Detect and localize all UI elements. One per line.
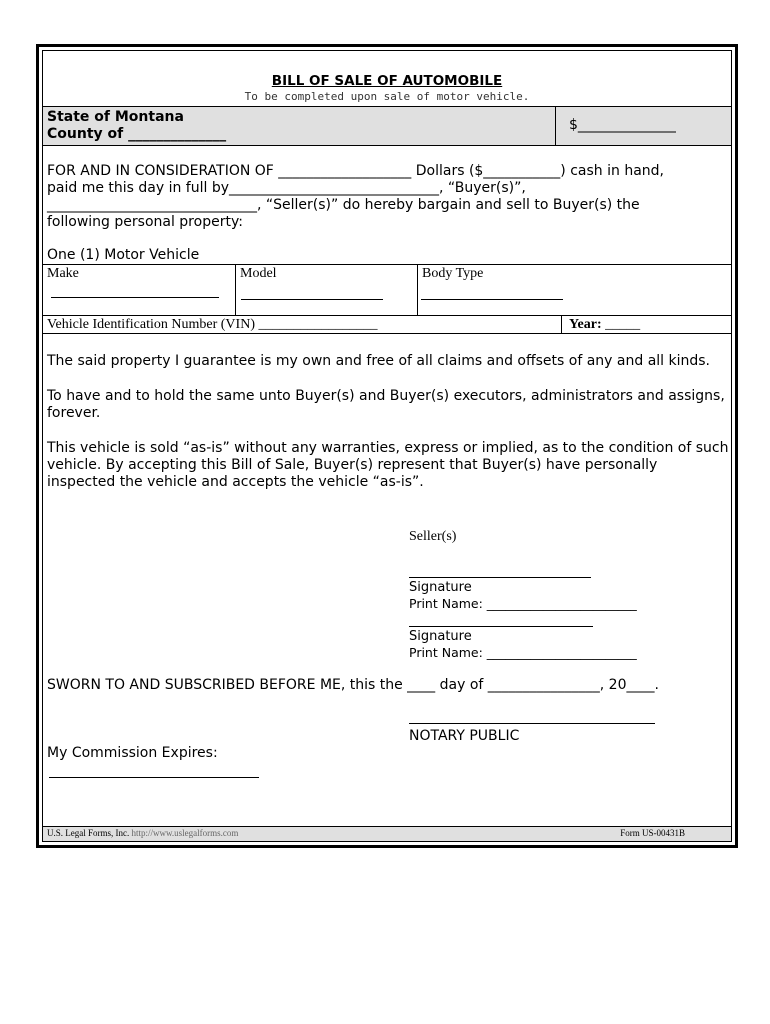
form-subtitle: To be completed upon sale of motor vehicle. bbox=[244, 90, 530, 103]
model-input-line[interactable] bbox=[241, 299, 383, 300]
vehicle-col-divider-2 bbox=[417, 264, 418, 315]
vin-row-bottom bbox=[43, 333, 731, 334]
footer-form-number: Form US-00431B bbox=[620, 828, 685, 838]
form-footer bbox=[43, 826, 731, 841]
make-input-line[interactable] bbox=[51, 297, 219, 298]
form-sheet bbox=[36, 44, 738, 848]
asis-text-line-1: This vehicle is sold “as-is” without any warranties, express or implied, as to the condition of such bbox=[47, 440, 729, 456]
county-field[interactable]: County of ______________ bbox=[47, 126, 227, 142]
footer-company-name: U.S. Legal Forms, Inc. bbox=[47, 828, 130, 838]
sworn-statement[interactable]: SWORN TO AND SUBSCRIBED BEFORE ME, this the ____ day of ________________, 20____. bbox=[47, 677, 659, 693]
year-label: Year: bbox=[569, 317, 602, 332]
state-bar-divider bbox=[555, 107, 556, 145]
form-title: BILL OF SALE OF AUTOMOBILE bbox=[271, 73, 503, 89]
year-blank[interactable]: _____ bbox=[605, 317, 641, 332]
notary-public-label: NOTARY PUBLIC bbox=[409, 728, 520, 744]
footer-company bbox=[47, 828, 238, 838]
guarantee-text: The said property I guarantee is my own and free of all claims and offsets of any and all kinds. bbox=[47, 353, 711, 369]
commission-expires-label: My Commission Expires: bbox=[47, 745, 218, 761]
consideration-line-4: following personal property: bbox=[47, 214, 243, 230]
year-field[interactable] bbox=[569, 317, 640, 333]
vehicle-heading: One (1) Motor Vehicle bbox=[47, 247, 200, 263]
signature-label-1: Signature bbox=[409, 580, 472, 595]
body-type-label: Body Type bbox=[422, 266, 484, 281]
body-type-input-line[interactable] bbox=[421, 299, 563, 300]
state-county-bar bbox=[43, 106, 731, 146]
vin-field[interactable]: Vehicle Identification Number (VIN) _________________ bbox=[47, 317, 378, 332]
vehicle-col-divider-1 bbox=[235, 264, 236, 315]
signature-label-2: Signature bbox=[409, 629, 472, 644]
form-inner-border bbox=[42, 50, 732, 842]
asis-text-line-3: inspected the vehicle and accepts the vehicle “as-is”. bbox=[47, 474, 424, 490]
print-name-field-1[interactable]: Print Name: ________________________ bbox=[409, 596, 637, 611]
print-name-field-2[interactable]: Print Name: ________________________ bbox=[409, 645, 637, 660]
model-label: Model bbox=[240, 266, 277, 281]
state-label: State of Montana bbox=[47, 109, 184, 125]
amount-field[interactable]: $______________ bbox=[569, 117, 676, 133]
vehicle-table-top bbox=[43, 264, 731, 265]
footer-url[interactable]: http://www.uslegalforms.com bbox=[131, 828, 239, 838]
hold-text-line-1: To have and to hold the same unto Buyer(s) and Buyer(s) executors, administrators and assigns, bbox=[47, 388, 725, 404]
sellers-label: Seller(s) bbox=[409, 529, 457, 544]
commission-expires-line[interactable] bbox=[49, 777, 259, 778]
make-label: Make bbox=[47, 266, 79, 281]
consideration-line-3[interactable]: ______________________________, “Seller(s)” do hereby bargain and sell to Buyer(s) the bbox=[47, 197, 640, 213]
signature-line-1[interactable] bbox=[409, 577, 591, 578]
asis-text-line-2: vehicle. By accepting this Bill of Sale, Buyer(s) represent that Buyer(s) have personally bbox=[47, 457, 658, 473]
vin-row-divider bbox=[561, 315, 562, 333]
vin-row-top bbox=[43, 315, 731, 316]
notary-signature-line[interactable] bbox=[409, 723, 655, 724]
consideration-line-2[interactable]: paid me this day in full by______________________________, “Buyer(s)”, bbox=[47, 180, 526, 196]
signature-line-2[interactable] bbox=[409, 626, 593, 627]
consideration-line-1[interactable]: FOR AND IN CONSIDERATION OF ___________________ Dollars ($___________) cash in hand, bbox=[47, 163, 664, 179]
hold-text-line-2: forever. bbox=[47, 405, 101, 421]
